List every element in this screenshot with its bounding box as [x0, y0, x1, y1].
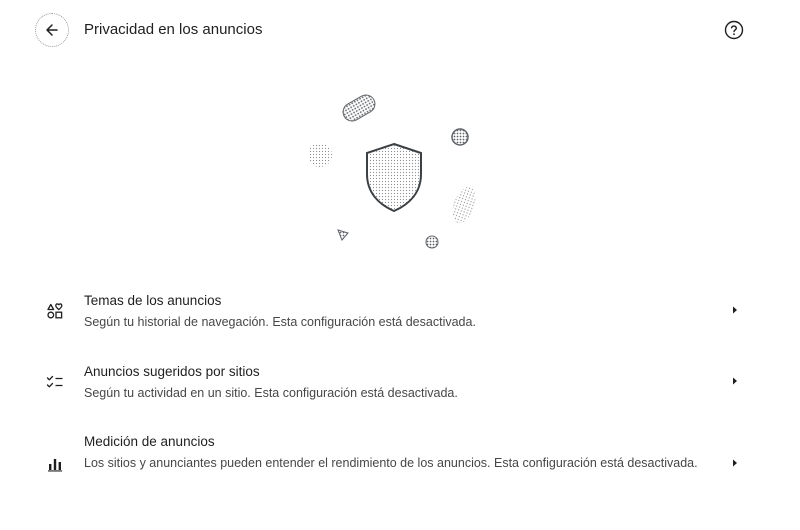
page-title: Privacidad en los anuncios	[84, 21, 263, 38]
arrow-right-icon	[731, 305, 739, 315]
ad-topics-row[interactable]	[0, 288, 800, 336]
checklist-icon	[45, 372, 65, 392]
bar-chart-icon	[45, 454, 65, 474]
ad-topics-description: Según tu historial de navegación. Esta configuración está desactivada.	[84, 315, 476, 329]
site-suggested-ads-row[interactable]	[0, 359, 800, 407]
ad-measurement-title: Medición de anuncios	[84, 434, 215, 449]
site-suggested-ads-title: Anuncios sugeridos por sitios	[84, 364, 260, 379]
topics-icon	[45, 301, 65, 321]
ad-measurement-description: Los sitios y anunciantes pueden entender el rendimiento de los anuncios. Esta configuración está desactivada.	[84, 456, 698, 470]
site-suggested-ads-description: Según tu actividad en un sitio. Esta configuración está desactivada.	[84, 386, 458, 400]
ad-topics-title: Temas de los anuncios	[84, 293, 222, 308]
arrow-right-icon	[731, 458, 739, 468]
ad-measurement-row[interactable]	[0, 429, 800, 499]
arrow-right-icon	[731, 376, 739, 386]
